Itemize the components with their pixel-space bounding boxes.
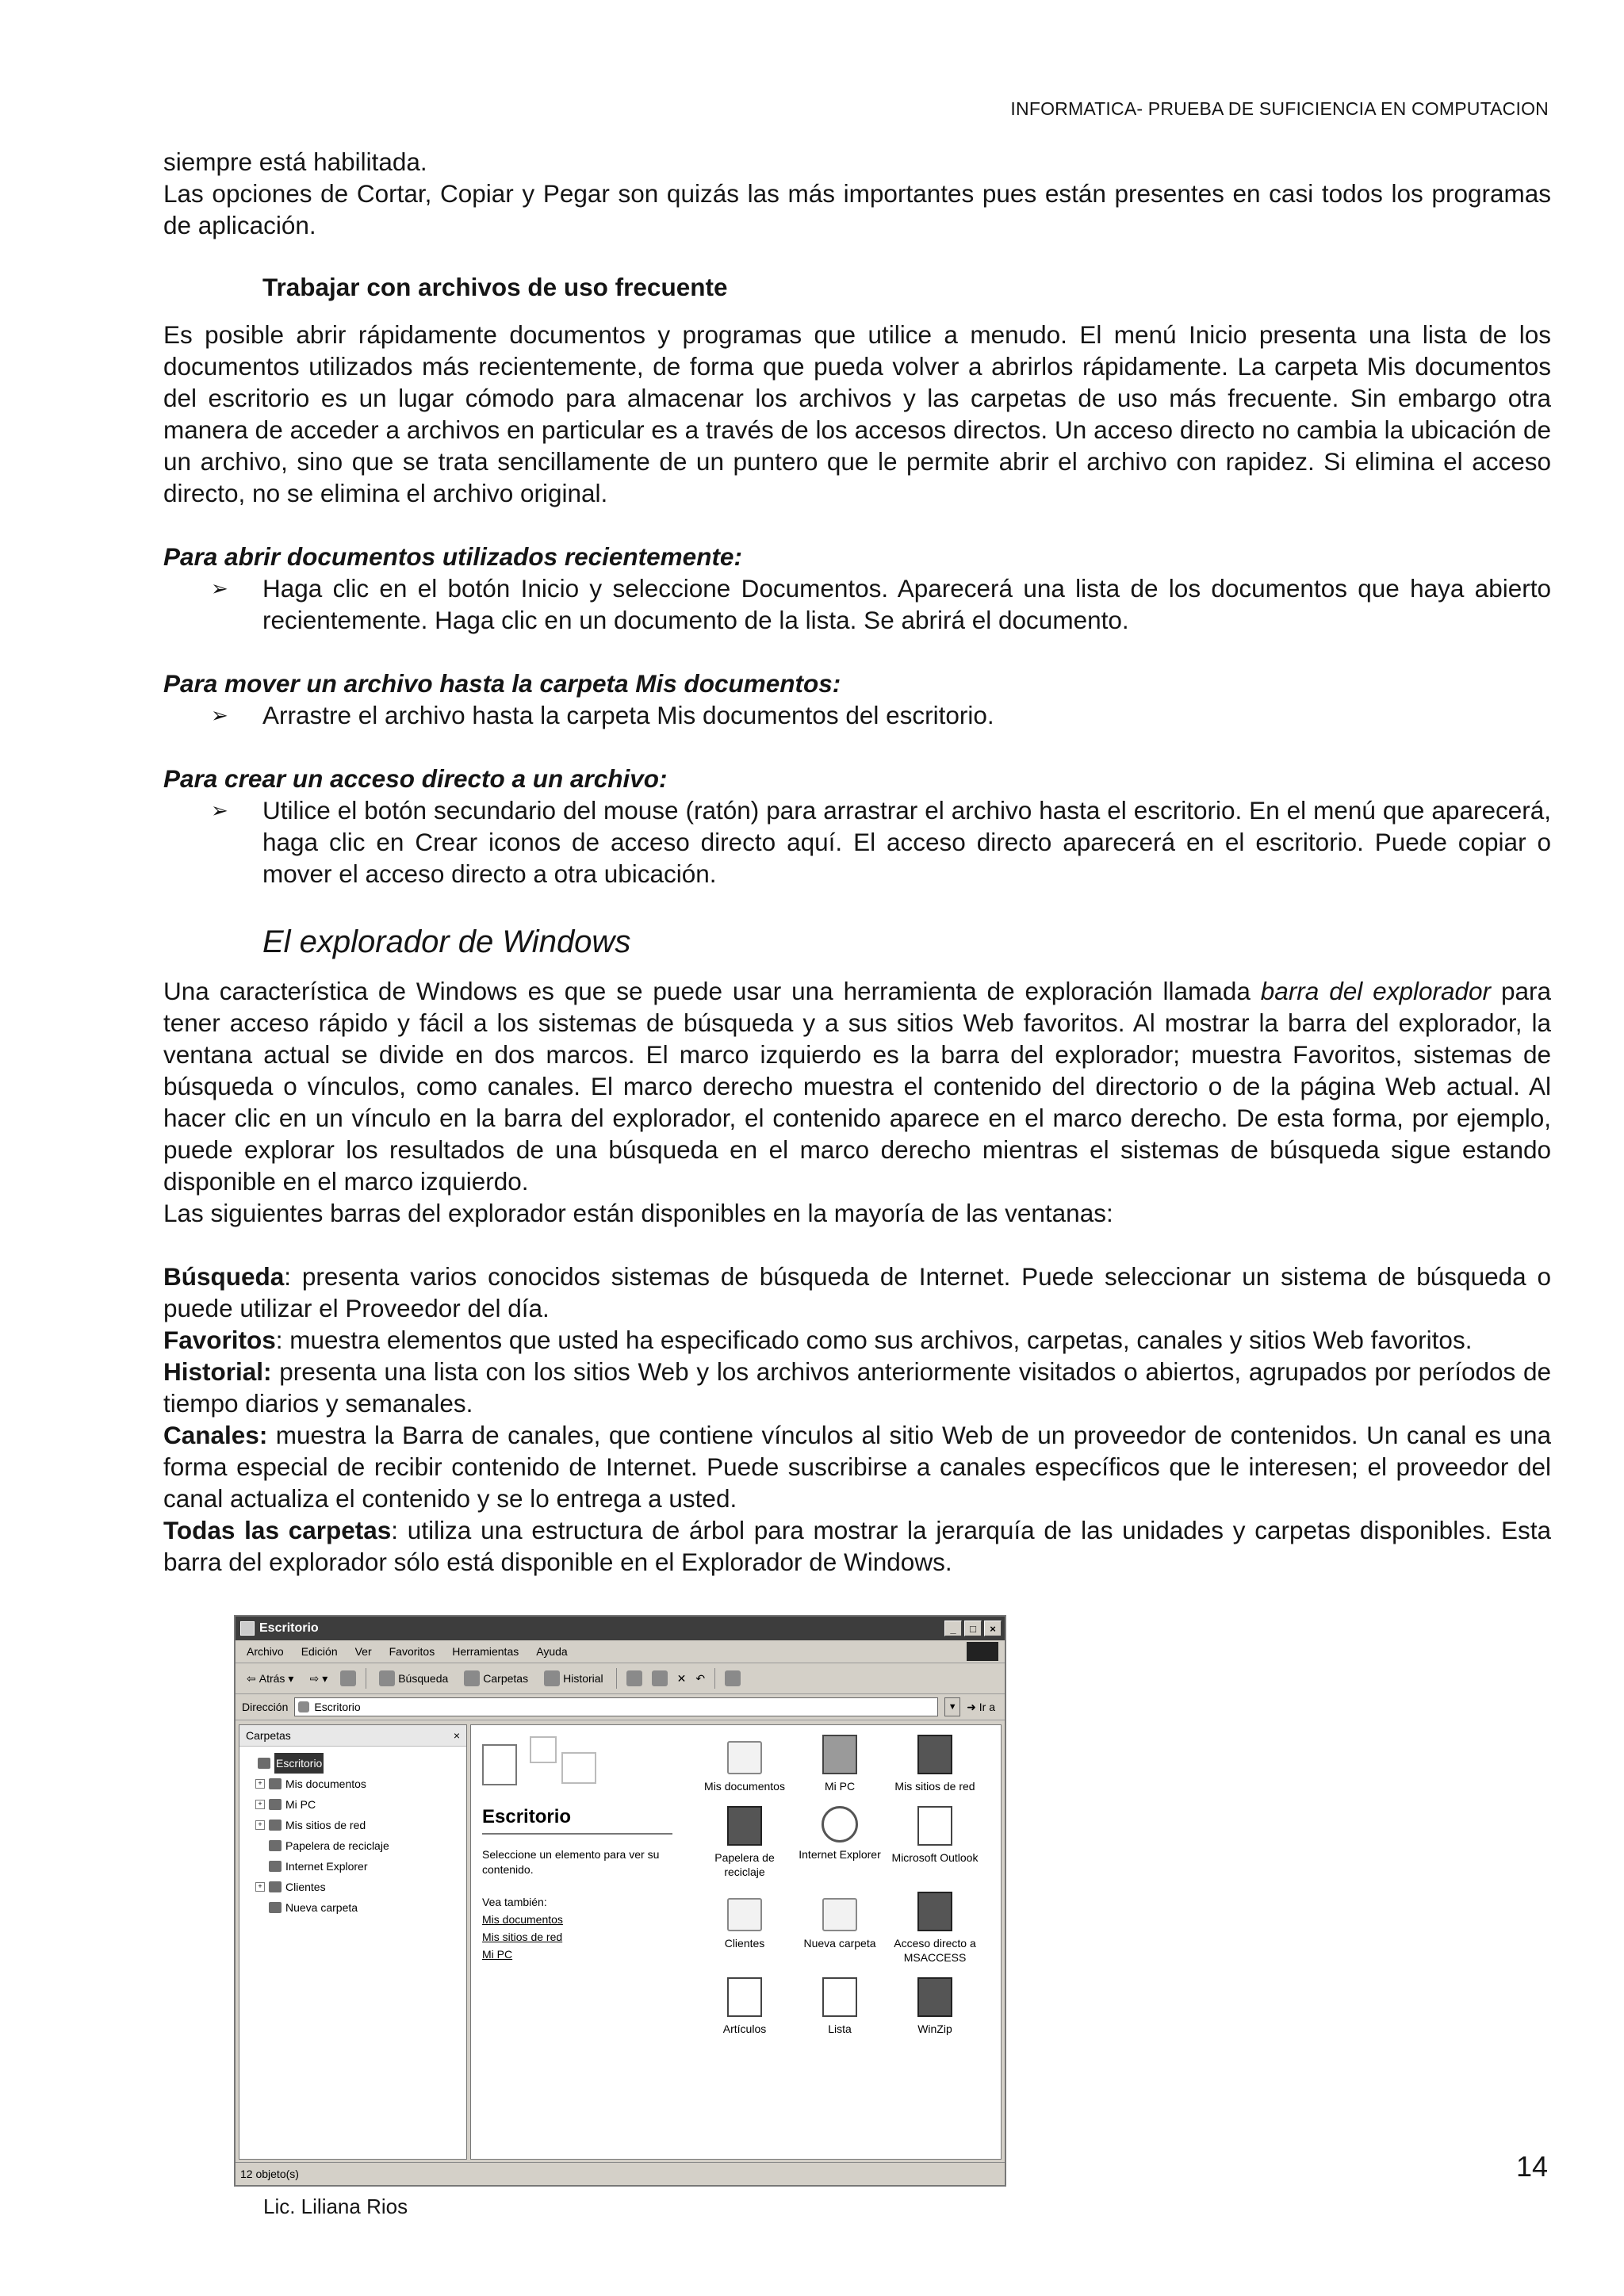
menu-favoritos[interactable]: Favoritos [389,1645,435,1658]
desktop-item[interactable]: Lista [796,1977,883,2036]
copy-to-icon[interactable] [652,1670,668,1686]
desktop-item[interactable]: Microsoft Outlook [891,1806,979,1879]
status-text: 12 objeto(s) [240,2168,299,2180]
see-also-label: Vea también: [482,1896,547,1908]
list-item: ➢ Haga clic en el botón Inicio y seleccione Documentos. Aparecerá una lista de los documentos que haya abierto recientemente. Haga clic en un documento de la lista. Se abrirá el documento. [211,574,1551,634]
page-header: INFORMATICA- PRUEBA DE SUFICIENCIA EN COMPUTACION [1010,98,1549,119]
desktop-item[interactable]: Mi PC [796,1735,883,1793]
tree-item[interactable]: + Mis sitios de red [244,1815,462,1835]
paragraph: Las opciones de Cortar, Copiar y Pegar son quizás las más importantes pues están presentes en casi todos los programas de aplicación. [163,179,1551,239]
history-icon [544,1670,560,1686]
tree-item[interactable]: Internet Explorer [244,1856,462,1877]
winzip-icon [917,1977,952,2017]
explorer-window-screenshot [234,1615,1006,2187]
definition: Canales: muestra la Barra de canales, que contiene vínculos al sitio Web de un proveedor de contenidos. Un canal es una forma especial de recibir contenido de Internet. Puede suscribirse a canales específicos que le interesen; el proveedor del canal actualiza el contenido y se lo entrega a usted. [163,1421,1551,1513]
menu-ver[interactable]: Ver [354,1645,372,1658]
desktop-item[interactable]: Nueva carpeta [796,1892,883,1965]
expand-icon: + [255,1779,265,1789]
desktop-item[interactable]: Artículos [701,1977,788,2036]
folder-icon [269,1778,282,1789]
minimize-button[interactable]: _ [944,1621,962,1636]
back-button[interactable]: ⇦ Atrás ▾ [247,1671,294,1685]
network-icon [917,1735,952,1774]
definition: Historial: presenta una lista con los sitios Web y los archivos anteriormente visitados o abiertos, agrupados por períodos de tiempo diarios y semanales. [163,1357,1551,1418]
status-bar [236,2162,1005,2185]
word-document-icon [727,1977,762,2017]
desktop-item[interactable]: Internet Explorer [796,1806,883,1879]
shortcut-icon [917,1892,952,1931]
folder-icon [727,1898,762,1931]
paragraph: Es posible abrir rápidamente documentos y programas que utilice a menudo. El menú Inicio presenta una lista de los documentos utilizados más recientemente, de forma que pueda volver a abrirlos rápidamente. La carpeta Mis documentos del escritorio es un lugar cómodo para almacenar los archivos y las carpetas de uso más frecuente. Sin embargo otra manera de acceder a archivos en particular es a través de los accesos directos. Un acceso directo no cambia la ubicación de un archivo, sino que se trata sencillamente de un puntero que le permite abrir el archivo con rapidez. Si elimina el acceso directo, no se elimina el archivo original. [163,320,1551,507]
close-button[interactable]: × [984,1621,1002,1636]
network-icon [269,1820,282,1831]
up-folder-icon[interactable] [340,1670,356,1686]
tree-item[interactable]: + Clientes [244,1877,462,1897]
definition: Favoritos: muestra elementos que usted ha especificado como sus archivos, carpetas, canales y sitios Web favoritos. [163,1326,1473,1354]
definition: Todas las carpetas: utiliza una estructura de árbol para mostrar la jerarquía de las unidades y carpetas disponibles. Esta barra del explorador sólo está disponible en el Explorador de Windows. [163,1516,1551,1576]
folder-icon [269,1902,282,1913]
expand-icon: + [255,1800,265,1809]
arrow-bullet-icon: ➢ [211,798,228,822]
window-titlebar: Escritorio _ □ × [236,1617,1005,1640]
list-item: ➢ Utilice el botón secundario del mouse (ratón) para arrastrar el archivo hasta el escritorio. En el menú que aparecerá, haga clic en Crear iconos de acceso directo aquí. El acceso directo aparecerá en el escritorio. Puede copiar o mover el acceso directo a otra ubicación. [211,796,1551,888]
move-to-icon[interactable] [626,1670,642,1686]
section-heading: Trabajar con archivos de uso frecuente [262,273,728,301]
menu-archivo[interactable]: Archivo [247,1645,284,1658]
search-icon [379,1670,395,1686]
internet-explorer-icon [269,1861,282,1872]
computer-icon [269,1799,282,1810]
forward-button[interactable]: ⇨ ▾ [309,1671,328,1685]
instruction-heading: Para abrir documentos utilizados recientemente: [163,542,742,571]
delete-icon[interactable]: ✕ [676,1671,687,1685]
tree-item[interactable]: Papelera de reciclaje [244,1835,462,1856]
recycle-bin-icon [727,1806,762,1846]
desktop-item[interactable]: Papelera de reciclaje [701,1806,788,1879]
folder-docs-icon [727,1741,762,1774]
address-label: Dirección [242,1701,289,1713]
desktop-icon [298,1701,309,1712]
section-title: El explorador de Windows [262,924,631,959]
desktop-item[interactable]: Mis documentos [701,1735,788,1793]
desktop-icon [258,1758,270,1769]
link-mis-documentos[interactable]: Mis documentos [482,1913,563,1926]
menu-edicion[interactable]: Edición [301,1645,338,1658]
menu-herramientas[interactable]: Herramientas [452,1645,519,1658]
page-number: 14 [1515,2150,1548,2183]
paragraph: Una característica de Windows es que se puede usar una herramienta de exploración llamada barra del explorador para tener acceso rápido y fácil a los sistemas de búsqueda y a sus sitios Web favoritos. Al mostrar la barra del explorador, la ventana actual se divide en dos marcos. El marco izquierdo es la barra del explorador; muestra Favoritos, sistemas de búsqueda o vínculos, como canales. El marco derecho muestra el contenido del directorio o de la página Web actual. Al hacer clic en un vínculo en la barra del explorador, el contenido aparece en el marco derecho. De esta forma, por ejemplo, puede explorar los resultados de una búsqueda en el marco derecho mientras el sistemas de búsqueda sigue estando disponible en el marco izquierdo. [163,977,1551,1196]
menu-bar [236,1640,1005,1663]
close-pane-icon[interactable]: × [453,1729,460,1742]
link-mis-sitios-de-red[interactable]: Mis sitios de red [482,1931,563,1943]
desktop-item[interactable]: WinZip [891,1977,979,2036]
tree-item[interactable]: Nueva carpeta [244,1897,462,1918]
tree-item[interactable]: + Mi PC [244,1794,462,1815]
desktop-item[interactable]: Acceso directo a MSACCESS [891,1892,979,1965]
expand-icon: + [255,1882,265,1892]
tree-item[interactable]: + Mis documentos [244,1774,462,1794]
info-description: Seleccione un elemento para ver su contenido. [482,1848,660,1876]
forward-arrow-icon: ⇨ [309,1671,320,1685]
definition: Búsqueda: presenta varios conocidos sistemas de búsqueda de Internet. Puede seleccionar un sistema de búsqueda o puede utilizar el Proveedor del día. [163,1262,1551,1322]
toolbar [236,1663,1005,1694]
folder-tree [239,1747,466,1924]
page-footer: Lic. Liliana Rios [263,2195,408,2218]
desktop-item[interactable]: Mis sitios de red [891,1735,979,1793]
windows-logo-icon [967,1642,998,1661]
folders-pane [239,1724,467,2160]
paragraph: Las siguientes barras del explorador están disponibles en la mayoría de las ventanas: [163,1199,1113,1227]
info-panel [482,1736,688,1963]
folders-icon [464,1670,480,1686]
folders-button[interactable]: Carpetas [461,1669,531,1688]
link-mi-pc[interactable]: Mi PC [482,1948,513,1961]
desktop-item[interactable]: Clientes [701,1892,788,1965]
instruction-heading: Para mover un archivo hasta la carpeta Mis documentos: [163,669,841,698]
desktop-decoration-icon [482,1736,617,1792]
desktop-icons [701,1735,979,2036]
instruction-heading: Para crear un acceso directo a un archivo: [163,764,668,793]
views-icon[interactable] [725,1670,741,1686]
outlook-icon [917,1806,952,1846]
list-item: ➢ Arrastre el archivo hasta la carpeta Mis documentos del escritorio. [211,701,994,729]
folder-icon [822,1898,857,1931]
arrow-bullet-icon: ➢ [211,703,228,727]
maximize-button[interactable]: □ [964,1621,982,1636]
recycle-bin-icon [269,1840,282,1851]
arrow-bullet-icon: ➢ [211,576,228,600]
content-pane [470,1724,1002,2160]
window-icon [240,1621,255,1636]
computer-icon [822,1735,857,1774]
address-input[interactable]: Escritorio [294,1697,938,1716]
folder-icon [269,1881,282,1892]
menu-ayuda[interactable]: Ayuda [536,1645,568,1658]
internet-explorer-icon [822,1806,858,1843]
go-button[interactable]: ➜ Ir a [967,1700,995,1713]
address-bar [236,1694,1005,1720]
undo-icon[interactable]: ↶ [695,1671,706,1685]
search-button[interactable]: Búsqueda [376,1669,451,1688]
back-arrow-icon: ⇦ [247,1671,256,1685]
paragraph: siempre está habilitada. [163,147,427,176]
document-body [163,146,1551,1578]
address-dropdown-icon[interactable]: ▼ [944,1697,960,1716]
tree-item[interactable]: Escritorio [244,1753,462,1774]
info-title: Escritorio [482,1806,672,1835]
expand-icon: + [255,1820,265,1830]
text-document-icon [822,1977,857,2017]
folders-pane-title: Carpetas [246,1729,291,1742]
history-button[interactable]: Historial [541,1669,607,1688]
